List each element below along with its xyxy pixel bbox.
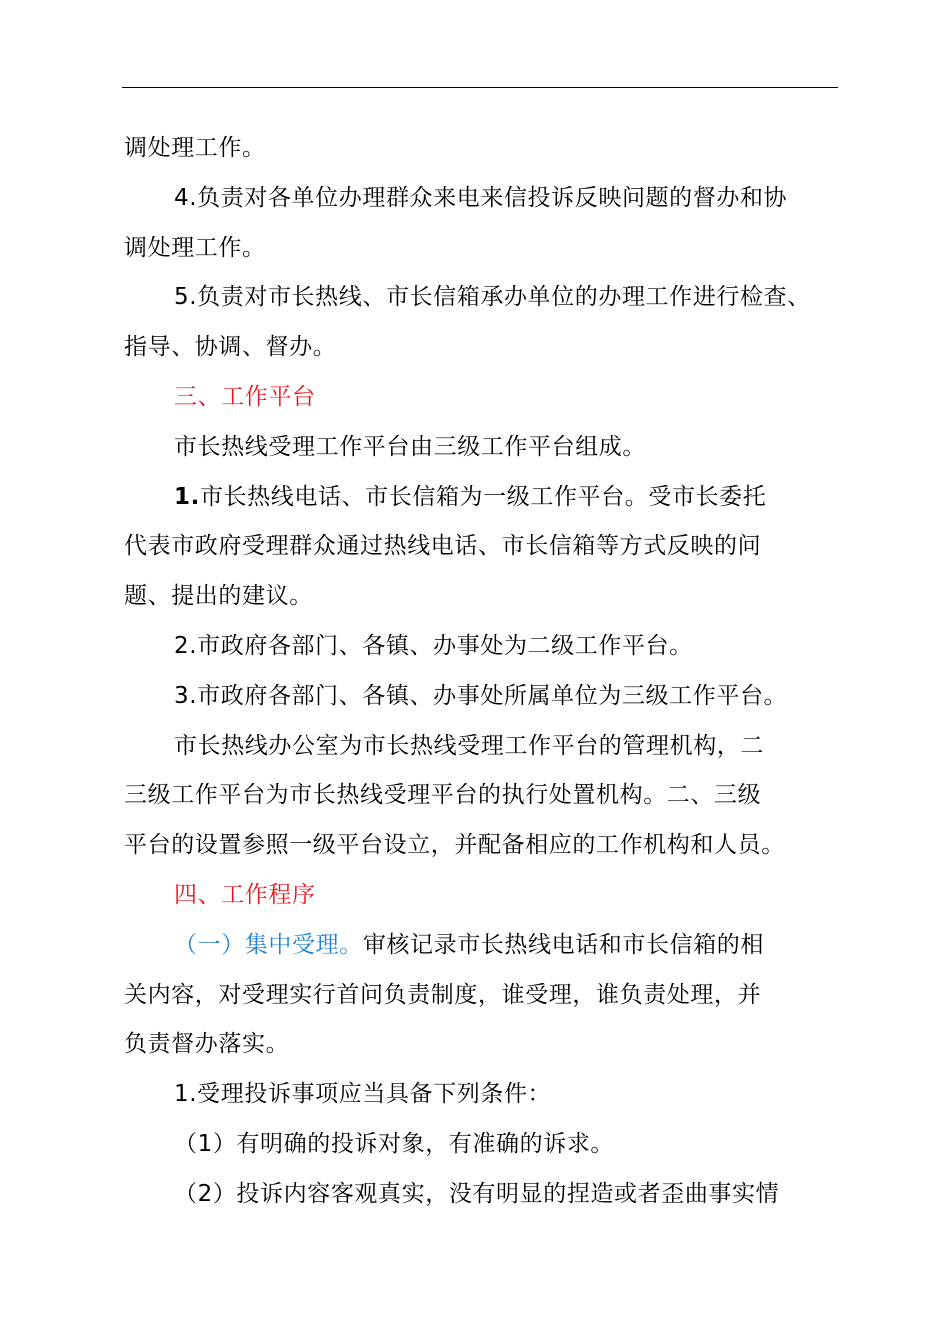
text-line: （2）投诉内容客观真实，没有明显的捏造或者歪曲事实情 bbox=[174, 1180, 780, 1207]
document-body bbox=[124, 124, 838, 1220]
text-line: 调处理工作。 bbox=[124, 234, 266, 261]
text-line: 4.负责对各单位办理群众来电来信投诉反映问题的督办和协 bbox=[174, 184, 788, 211]
text-span: 市长热线电话、市长信箱为一级工作平台。受市长委托 bbox=[199, 483, 767, 510]
text-line: 负责督办落实。 bbox=[124, 1031, 290, 1058]
section-heading: 四、工作程序 bbox=[174, 881, 316, 908]
text-line bbox=[124, 921, 838, 971]
text-line: （1）有明确的投诉对象，有准确的诉求。 bbox=[174, 1130, 615, 1157]
text-line: 市长热线受理工作平台由三级工作平台组成。 bbox=[174, 433, 646, 460]
text-line: 调处理工作。 bbox=[124, 135, 266, 161]
header-rule bbox=[122, 87, 838, 88]
text-line bbox=[124, 473, 838, 523]
text-line: 指导、协调、督办。 bbox=[124, 334, 337, 361]
text-span: 审核记录市长热线电话和市长信箱的相 bbox=[362, 931, 765, 958]
text-line: 5.负责对市长热线、市长信箱承办单位的办理工作进行检查、 bbox=[174, 284, 811, 311]
text-line: 市长热线办公室为市长热线受理工作平台的管理机构，二 bbox=[174, 732, 764, 759]
section-heading: 三、工作平台 bbox=[174, 383, 316, 410]
text-line: 题、提出的建议。 bbox=[124, 583, 313, 610]
text-line: 代表市政府受理群众通过热线电话、市长信箱等方式反映的问 bbox=[124, 533, 762, 560]
text-line: 2.市政府各部门、各镇、办事处为二级工作平台。 bbox=[174, 632, 693, 659]
text-line: 3.市政府各部门、各镇、办事处所属单位为三级工作平台。 bbox=[174, 682, 788, 709]
text-line: 1.受理投诉事项应当具备下列条件： bbox=[174, 1081, 552, 1108]
subsection-heading: （一）集中受理。 bbox=[174, 931, 363, 958]
text-line: 关内容，对受理实行首问负责制度，谁受理，谁负责处理，并 bbox=[124, 981, 762, 1008]
text-line: 三级工作平台为市长热线受理平台的执行处置机构。二、三级 bbox=[124, 782, 762, 809]
list-number: 1. bbox=[174, 483, 200, 510]
text-line: 平台的设置参照一级平台设立，并配备相应的工作机构和人员。 bbox=[124, 832, 785, 859]
